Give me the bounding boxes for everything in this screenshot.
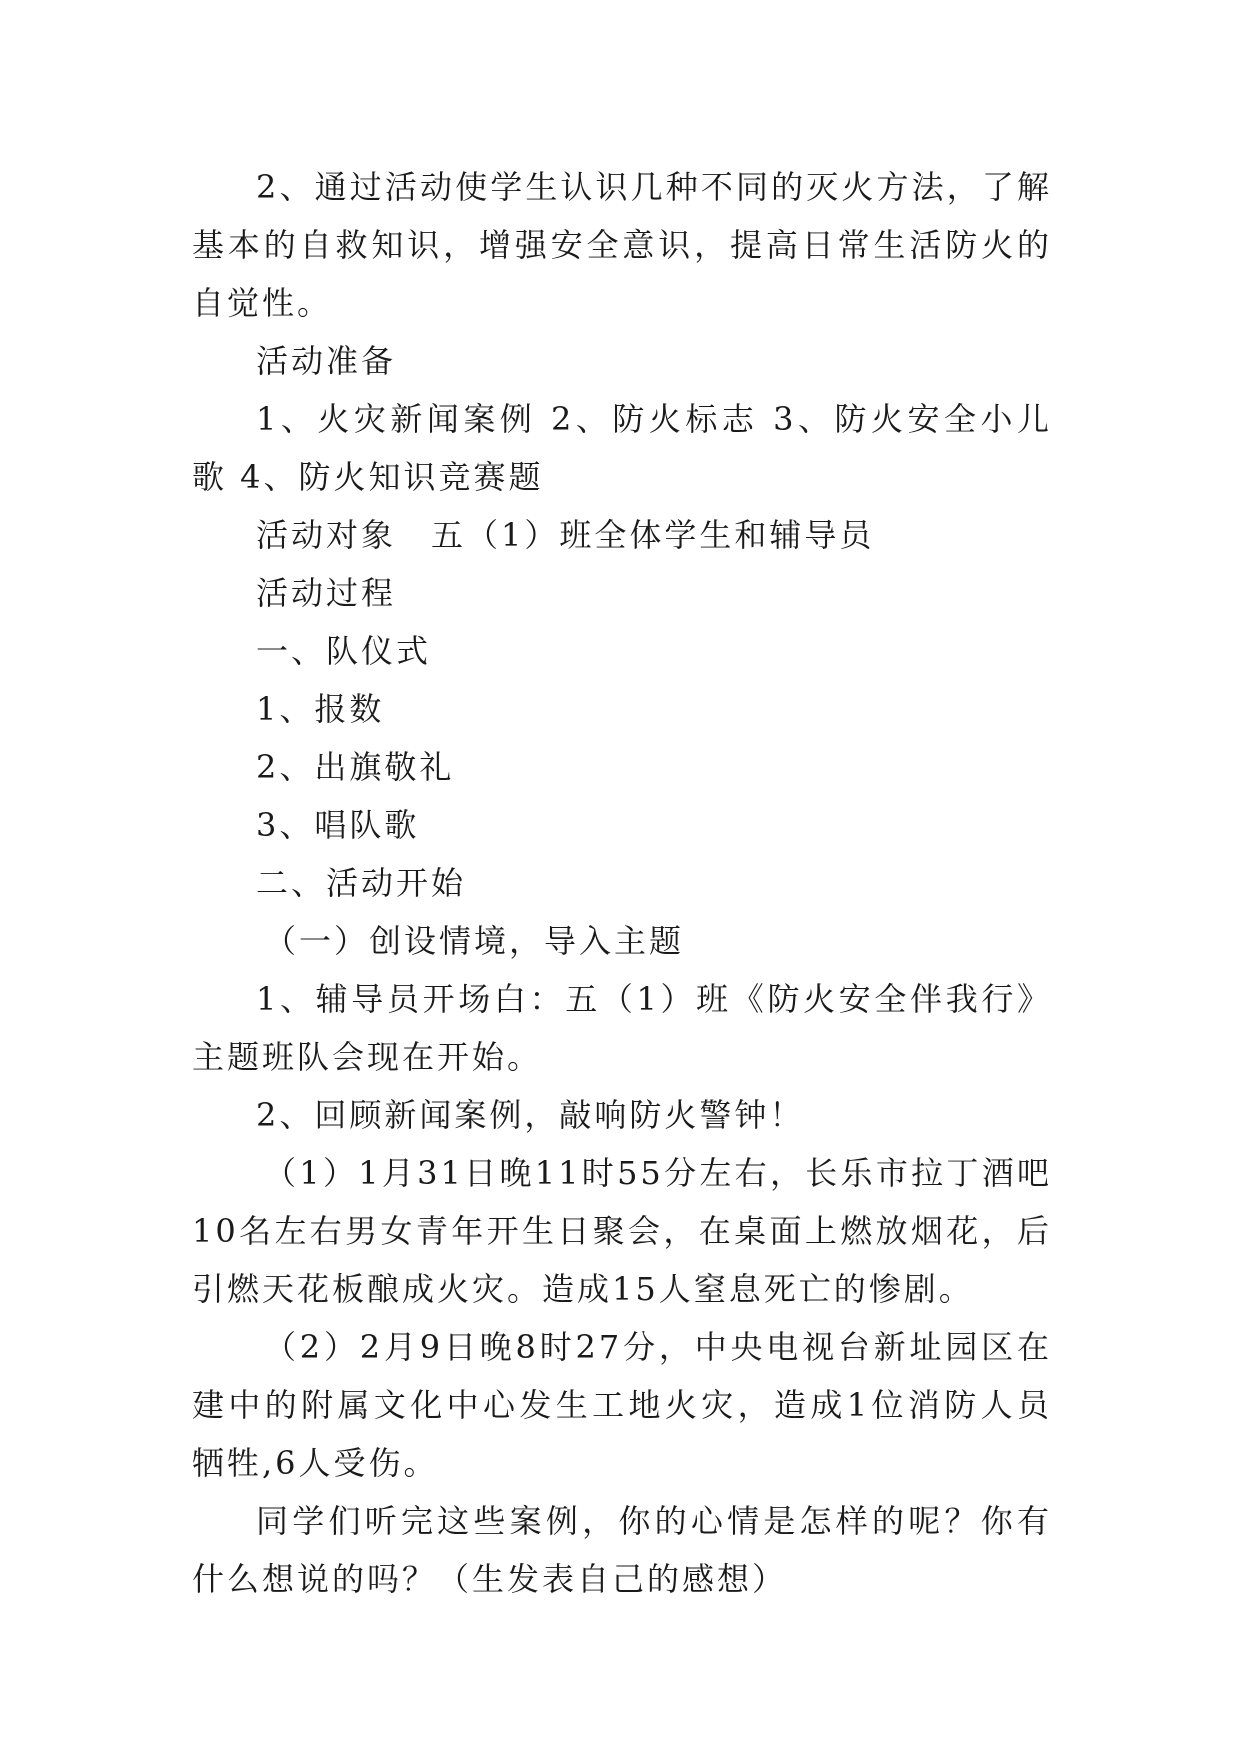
list-item-roll-call: 1、报数 xyxy=(256,690,385,728)
paragraph-review-news: 2、回顾新闻案例，敲响防火警钟！ xyxy=(256,1096,805,1134)
paragraph-goal-2: 2、通过活动使学生认识几种不同的灭火方法，了解基本的自救知识，增强安全意识，提高日常生活防火的自觉性。 xyxy=(192,168,1052,322)
document-body xyxy=(192,158,1052,1608)
paragraph-preparation-items: 1、火灾新闻案例 2、防火标志 3、防火安全小儿歌 4、防火知识竞赛题 xyxy=(192,400,1052,496)
paragraph-opening-remarks: 1、辅导员开场白：五（1）班《防火安全伴我行》主题班队会现在开始。 xyxy=(192,980,1052,1076)
paragraph-case-2: （2）2月9日晚8时27分，中央电视台新址园区在建中的附属文化中心发生工地火灾，造成1位消防人员牺牲,6人受伤。 xyxy=(192,1328,1052,1482)
paragraph-activity-target: 活动对象 五（1）班全体学生和辅导员 xyxy=(256,516,875,554)
paragraph-case-1: （1）1月31日晚11时55分左右，长乐市拉丁酒吧10名左右男女青年开生日聚会，在桌面上燃放烟花，后引燃天花板酿成火灾。造成15人窒息死亡的惨剧。 xyxy=(192,1154,1052,1308)
list-item-team-song: 3、唱队歌 xyxy=(256,806,420,844)
heading-team-ceremony: 一、队仪式 xyxy=(256,632,432,670)
heading-activity-preparation: 活动准备 xyxy=(256,342,397,380)
paragraph-discussion-prompt: 同学们听完这些案例，你的心情是怎样的呢？你有什么想说的吗？（生发表自己的感想） xyxy=(192,1502,1052,1598)
heading-activity-start: 二、活动开始 xyxy=(256,864,467,902)
heading-activity-process: 活动过程 xyxy=(256,574,397,612)
subheading-create-scenario: （一）创设情境，导入主题 xyxy=(264,922,685,960)
list-item-flag-salute: 2、出旗敬礼 xyxy=(256,748,455,786)
